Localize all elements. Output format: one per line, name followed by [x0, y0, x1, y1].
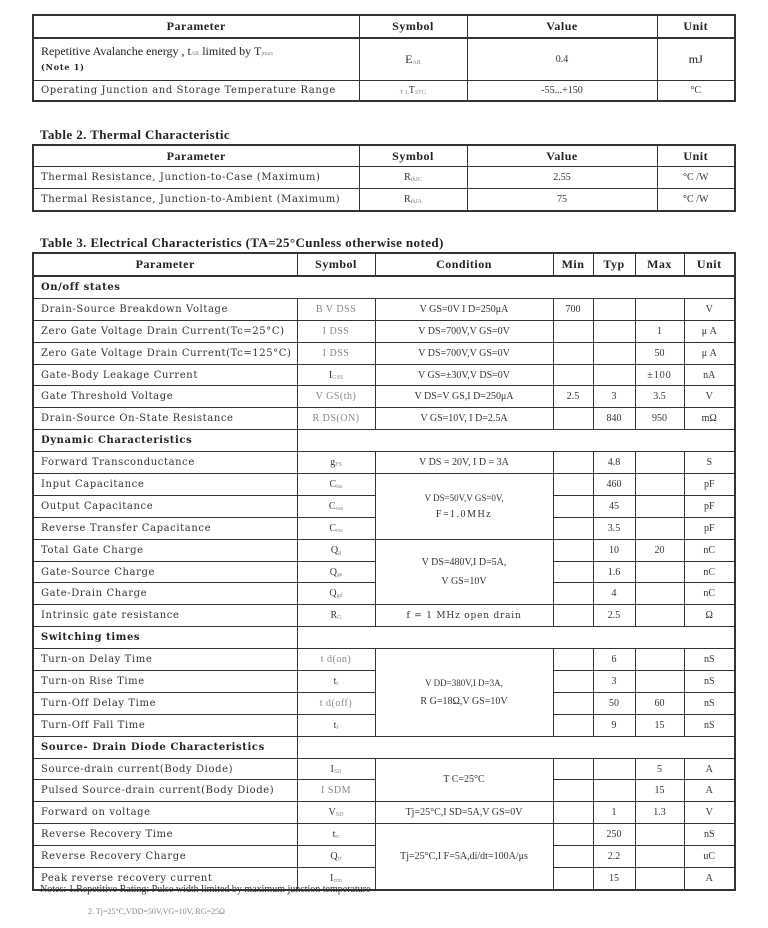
condition-cell: Tj=25°C,I SD=5A,V GS=0V — [375, 802, 553, 824]
note-ref: (Note 1) — [41, 62, 85, 73]
header-condition: Condition — [375, 253, 553, 276]
condition-cell: V GS=10V, I D=2.5A — [375, 408, 553, 430]
condition-cell-capacitance — [375, 474, 553, 540]
min-cell — [553, 342, 593, 364]
symbol-cell — [297, 714, 375, 736]
symbol-cell: I DSS — [297, 342, 375, 364]
symbol-subscript: iss — [336, 483, 343, 490]
condition-cell-gate-charge — [375, 539, 553, 605]
min-cell — [553, 671, 593, 693]
header-symbol: Symbol — [297, 253, 375, 276]
table-row — [33, 386, 735, 408]
unit-cell: nS — [684, 824, 735, 846]
symbol-text: g — [330, 457, 336, 469]
param-cell: Turn-Off Fall Time — [33, 714, 297, 736]
condition-cell: V DS=V GS,I D=250μA — [375, 386, 553, 408]
table-row — [33, 539, 735, 561]
unit-cell: pF — [684, 474, 735, 496]
unit-cell: A — [684, 780, 735, 802]
param-cell: Gate Threshold Voltage — [33, 386, 297, 408]
param-subscript: jmax — [261, 51, 274, 58]
symbol-cell: t d(off) — [297, 692, 375, 714]
absolute-ratings-table — [32, 14, 736, 102]
header-value: Value — [467, 145, 657, 167]
header-unit: Unit — [684, 253, 735, 276]
table-row — [33, 320, 735, 342]
param-cell: Forward on voltage — [33, 802, 297, 824]
unit-cell: nC — [684, 583, 735, 605]
condition-cell: V GS=±30V,V DS=0V — [375, 364, 553, 386]
unit-cell: mJ — [657, 38, 735, 80]
typ-cell: 2.2 — [593, 846, 635, 868]
param-cell: Input Capacitance — [33, 474, 297, 496]
header-parameter: Parameter — [33, 253, 297, 276]
typ-cell — [593, 298, 635, 320]
unit-cell: V — [684, 298, 735, 320]
symbol-cell — [297, 846, 375, 868]
param-cell: Operating Junction and Storage Temperature Range — [33, 80, 359, 101]
typ-cell: 1 — [593, 802, 635, 824]
symbol-subscript: SD — [335, 812, 344, 819]
value-cell: 0.4 — [467, 38, 657, 80]
unit-cell: nS — [684, 671, 735, 693]
min-cell — [553, 561, 593, 583]
param-cell — [33, 38, 359, 80]
min-cell — [553, 452, 593, 474]
symbol-text: t — [333, 719, 337, 731]
condition-cell: V DS=700V,V GS=0V — [375, 342, 553, 364]
min-cell — [553, 846, 593, 868]
symbol-cell — [297, 364, 375, 386]
typ-cell: 45 — [593, 495, 635, 517]
header-value: Value — [467, 15, 657, 38]
table-row — [33, 452, 735, 474]
typ-cell — [593, 780, 635, 802]
electrical-table — [32, 252, 736, 891]
min-cell — [553, 692, 593, 714]
param-cell: Reverse Recovery Time — [33, 824, 297, 846]
symbol-subscript: SD — [333, 768, 342, 775]
typ-cell — [593, 342, 635, 364]
condition-cell-switching — [375, 649, 553, 737]
unit-cell: V — [684, 386, 735, 408]
param-cell: Turn-Off Delay Time — [33, 692, 297, 714]
symbol-cell — [297, 802, 375, 824]
condition-cell-diode: T C=25°C — [375, 758, 553, 802]
symbol-text: Q — [330, 544, 339, 556]
symbol-cell — [297, 824, 375, 846]
param-cell: Zero Gate Voltage Drain Current(Tc=25°C) — [33, 320, 297, 342]
min-cell — [553, 320, 593, 342]
table-row — [33, 649, 735, 671]
condition-line: V DD=380V,I D=3A, — [425, 677, 503, 688]
condition-line: V GS=10V — [441, 576, 487, 588]
max-cell — [635, 605, 684, 627]
param-cell: Output Capacitance — [33, 495, 297, 517]
symbol-subscript: rss — [336, 527, 343, 534]
symbol-subscript: STG — [414, 89, 427, 96]
max-cell: 20 — [635, 539, 684, 561]
unit-cell: nS — [684, 714, 735, 736]
symbol-cell — [297, 452, 375, 474]
section-filler — [297, 627, 735, 649]
header-symbol: Symbol — [359, 15, 467, 38]
param-cell: Gate-Source Charge — [33, 561, 297, 583]
symbol-cell: I DSS — [297, 320, 375, 342]
table-row — [33, 474, 735, 496]
symbol-cell — [359, 189, 467, 212]
param-cell: Thermal Resistance, Junction-to-Case (Maximum) — [33, 167, 359, 189]
symbol-subscript: FS — [335, 462, 342, 469]
symbol-cell: R DS(ON) — [297, 408, 375, 430]
header-typ: Typ — [593, 253, 635, 276]
max-cell: 15 — [635, 714, 684, 736]
param-cell: Reverse Transfer Capacitance — [33, 517, 297, 539]
typ-cell: 460 — [593, 474, 635, 496]
condition-cell: V DS=700V,V GS=0V — [375, 320, 553, 342]
condition-line: V DS=50V,V GS=0V, — [424, 492, 504, 503]
max-cell: 5 — [635, 758, 684, 780]
min-cell — [553, 495, 593, 517]
param-text: Repetitive Avalanche energy , t — [41, 44, 191, 59]
param-cell: Intrinsic gate resistance — [33, 605, 297, 627]
typ-cell: 2.5 — [593, 605, 635, 627]
header-symbol: Symbol — [359, 145, 467, 167]
min-cell — [553, 758, 593, 780]
table-row — [33, 605, 735, 627]
symbol-cell — [359, 80, 467, 101]
table3-caption: Table 3. Electrical Characteristics (TA=25°Cunless otherwise noted) — [40, 235, 444, 250]
unit-cell: pF — [684, 495, 735, 517]
section-diode: Source- Drain Diode Characteristics — [33, 736, 297, 758]
thermal-table — [32, 144, 736, 212]
typ-cell: 3.5 — [593, 517, 635, 539]
table-row — [33, 298, 735, 320]
max-cell — [635, 649, 684, 671]
max-cell — [635, 561, 684, 583]
param-cell: Total Gate Charge — [33, 539, 297, 561]
max-cell — [635, 846, 684, 868]
typ-cell: 1.6 — [593, 561, 635, 583]
symbol-subscript: gs — [336, 571, 343, 578]
section-switching: Switching times — [33, 627, 297, 649]
condition-cell: V DS = 20V, I D = 3A — [375, 452, 553, 474]
symbol-text: t — [333, 675, 337, 687]
symbol-text: R — [403, 194, 411, 205]
header-parameter: Parameter — [33, 15, 359, 38]
unit-cell: nC — [684, 539, 735, 561]
max-cell: 950 — [635, 408, 684, 430]
symbol-text: I — [329, 872, 334, 884]
unit-cell: A — [684, 868, 735, 890]
symbol-subscript: rr — [335, 834, 340, 841]
symbol-text: T — [408, 84, 415, 96]
value-cell: 2.55 — [467, 167, 657, 189]
typ-cell: 840 — [593, 408, 635, 430]
typ-cell: 4 — [593, 583, 635, 605]
param-cell: Turn-on Delay Time — [33, 649, 297, 671]
min-cell — [553, 802, 593, 824]
symbol-text: t — [332, 829, 336, 841]
value-cell: 75 — [467, 189, 657, 212]
table-row — [33, 80, 735, 101]
param-subscript: AR — [190, 51, 200, 58]
max-cell — [635, 474, 684, 496]
max-cell — [635, 517, 684, 539]
symbol-cell — [297, 517, 375, 539]
min-cell — [553, 364, 593, 386]
unit-cell: °C /W — [657, 167, 735, 189]
unit-cell: °C /W — [657, 189, 735, 212]
symbol-cell — [297, 561, 375, 583]
param-cell: Peak reverse recovery current — [33, 868, 297, 890]
min-cell — [553, 539, 593, 561]
param-cell: Turn-on Rise Time — [33, 671, 297, 693]
min-cell — [553, 517, 593, 539]
typ-cell — [593, 320, 635, 342]
min-cell — [553, 868, 593, 890]
min-cell: 2.5 — [553, 386, 593, 408]
section-row — [33, 627, 735, 649]
symbol-cell: B V DSS — [297, 298, 375, 320]
max-cell — [635, 671, 684, 693]
symbol-subscript: rrm — [333, 877, 342, 884]
section-row — [33, 736, 735, 758]
symbol-text: C — [328, 500, 336, 512]
note-1: Notes: 1.Repetitive Rating: Pulse width limited by maximum junction temperature — [40, 884, 371, 895]
param-cell: Reverse Recovery Charge — [33, 846, 297, 868]
unit-cell: uC — [684, 846, 735, 868]
param-cell: Gate-Drain Charge — [33, 583, 297, 605]
symbol-text: C — [329, 522, 336, 534]
max-cell: 1.3 — [635, 802, 684, 824]
unit-cell: V — [684, 802, 735, 824]
param-cell: Drain-Source On-State Resistance — [33, 408, 297, 430]
symbol-cell: I SDM — [297, 780, 375, 802]
typ-cell: 50 — [593, 692, 635, 714]
value-cell: -55...+150 — [467, 80, 657, 101]
section-dynamic: Dynamic Characteristics — [33, 430, 297, 452]
symbol-cell — [297, 495, 375, 517]
unit-cell: Ω — [684, 605, 735, 627]
max-cell — [635, 452, 684, 474]
symbol-text: Q — [329, 588, 337, 600]
note-2: 2. Tj=25°C,VDD=50V,VG=10V, RG=25Ω — [88, 907, 225, 916]
symbol-text: Q — [329, 566, 337, 578]
condition-line: V DS=480V,I D=5A, — [421, 557, 507, 569]
symbol-cell — [359, 38, 467, 80]
table-header-row — [33, 15, 735, 38]
header-unit: Unit — [657, 15, 735, 38]
param-cell: Zero Gate Voltage Drain Current(Tc=125°C) — [33, 342, 297, 364]
symbol-cell — [297, 758, 375, 780]
unit-cell: mΩ — [684, 408, 735, 430]
max-cell: ±100 — [635, 364, 684, 386]
typ-cell: 4.8 — [593, 452, 635, 474]
symbol-cell — [297, 605, 375, 627]
symbol-subscript: gd — [336, 593, 343, 600]
param-cell: Gate-Body Leakage Current — [33, 364, 297, 386]
symbol-cell — [359, 167, 467, 189]
min-cell: 700 — [553, 298, 593, 320]
table-header-row — [33, 253, 735, 276]
max-cell: 3.5 — [635, 386, 684, 408]
symbol-text: Q — [330, 851, 338, 863]
condition-cell-reverse-recovery: Tj=25°C,I F=5A,di/dt=100A/μs — [375, 824, 553, 890]
unit-cell: nA — [684, 364, 735, 386]
min-cell — [553, 824, 593, 846]
section-filler — [297, 736, 735, 758]
typ-cell — [593, 364, 635, 386]
typ-cell: 15 — [593, 868, 635, 890]
min-cell — [553, 605, 593, 627]
condition-cell: f = 1 MHz open drain — [375, 605, 553, 627]
max-cell — [635, 583, 684, 605]
symbol-cell — [297, 671, 375, 693]
min-cell — [553, 583, 593, 605]
table-row — [33, 824, 735, 846]
symbol-text: R — [330, 610, 338, 622]
max-cell: 60 — [635, 692, 684, 714]
table-row — [33, 408, 735, 430]
min-cell — [553, 780, 593, 802]
condition-line: F=1.0MHz — [435, 508, 493, 520]
param-cell: Forward Transconductance — [33, 452, 297, 474]
unit-cell: S — [684, 452, 735, 474]
symbol-cell: t d(on) — [297, 649, 375, 671]
symbol-subscript: G — [337, 615, 342, 622]
symbol-cell — [297, 583, 375, 605]
table-row — [33, 802, 735, 824]
min-cell — [553, 408, 593, 430]
symbol-text: E — [405, 51, 413, 66]
unit-cell: μ A — [684, 320, 735, 342]
header-unit: Unit — [657, 145, 735, 167]
unit-cell: pF — [684, 517, 735, 539]
param-cell: Source-drain current(Body Diode) — [33, 758, 297, 780]
symbol-subscript: GSS — [332, 374, 344, 381]
param-cell: Thermal Resistance, Junction-to-Ambient (Maximum) — [33, 189, 359, 212]
param-cell: Drain-Source Breakdown Voltage — [33, 298, 297, 320]
table-row — [33, 167, 735, 189]
unit-cell: °C — [657, 80, 735, 101]
symbol-cell — [297, 539, 375, 561]
symbol-text: V — [328, 807, 336, 819]
symbol-subscript: thJC — [410, 177, 422, 183]
symbol-subscript: g — [338, 549, 342, 556]
max-cell — [635, 868, 684, 890]
unit-cell: A — [684, 758, 735, 780]
section-onoff: On/off states — [33, 276, 735, 298]
typ-cell: 9 — [593, 714, 635, 736]
section-row — [33, 430, 735, 452]
min-cell — [553, 474, 593, 496]
min-cell — [553, 714, 593, 736]
unit-cell: μ A — [684, 342, 735, 364]
max-cell: 50 — [635, 342, 684, 364]
table-row — [33, 758, 735, 780]
max-cell — [635, 495, 684, 517]
header-parameter: Parameter — [33, 145, 359, 167]
param-cell: Pulsed Source-drain current(Body Diode) — [33, 780, 297, 802]
param-text: limited by T — [199, 44, 262, 59]
table-row — [33, 38, 735, 80]
header-min: Min — [553, 253, 593, 276]
symbol-text: I — [330, 763, 334, 775]
max-cell: 15 — [635, 780, 684, 802]
symbol-subscript: AR — [412, 59, 421, 66]
section-filler — [297, 430, 735, 452]
symbol-subscript: r — [336, 680, 339, 687]
typ-cell: 3 — [593, 671, 635, 693]
header-max: Max — [635, 253, 684, 276]
symbol-subscript: f — [336, 724, 339, 731]
symbol-text: C — [329, 478, 337, 490]
table-row — [33, 342, 735, 364]
table2-caption: Table 2. Thermal Characteristic — [40, 127, 231, 142]
symbol-cell: V GS(th) — [297, 386, 375, 408]
table-row — [33, 364, 735, 386]
section-row — [33, 276, 735, 298]
typ-cell — [593, 758, 635, 780]
table-row — [33, 189, 735, 212]
symbol-cell — [297, 474, 375, 496]
symbol-subscript: rr — [337, 856, 342, 863]
symbol-text: R — [404, 172, 411, 183]
unit-cell: nC — [684, 561, 735, 583]
max-cell — [635, 298, 684, 320]
max-cell — [635, 824, 684, 846]
condition-cell: V GS=0V I D=250μA — [375, 298, 553, 320]
unit-cell: nS — [684, 649, 735, 671]
unit-cell: nS — [684, 692, 735, 714]
max-cell: 1 — [635, 320, 684, 342]
min-cell — [553, 649, 593, 671]
typ-cell: 6 — [593, 649, 635, 671]
symbol-prefix: T J, — [399, 89, 409, 96]
typ-cell: 10 — [593, 539, 635, 561]
typ-cell: 3 — [593, 386, 635, 408]
condition-line: R G=18Ω,V GS=10V — [420, 695, 508, 707]
table-header-row — [33, 145, 735, 167]
symbol-subscript: thJA — [410, 199, 422, 205]
symbol-subscript: oss — [335, 505, 344, 512]
typ-cell: 250 — [593, 824, 635, 846]
symbol-text: I — [328, 369, 333, 381]
